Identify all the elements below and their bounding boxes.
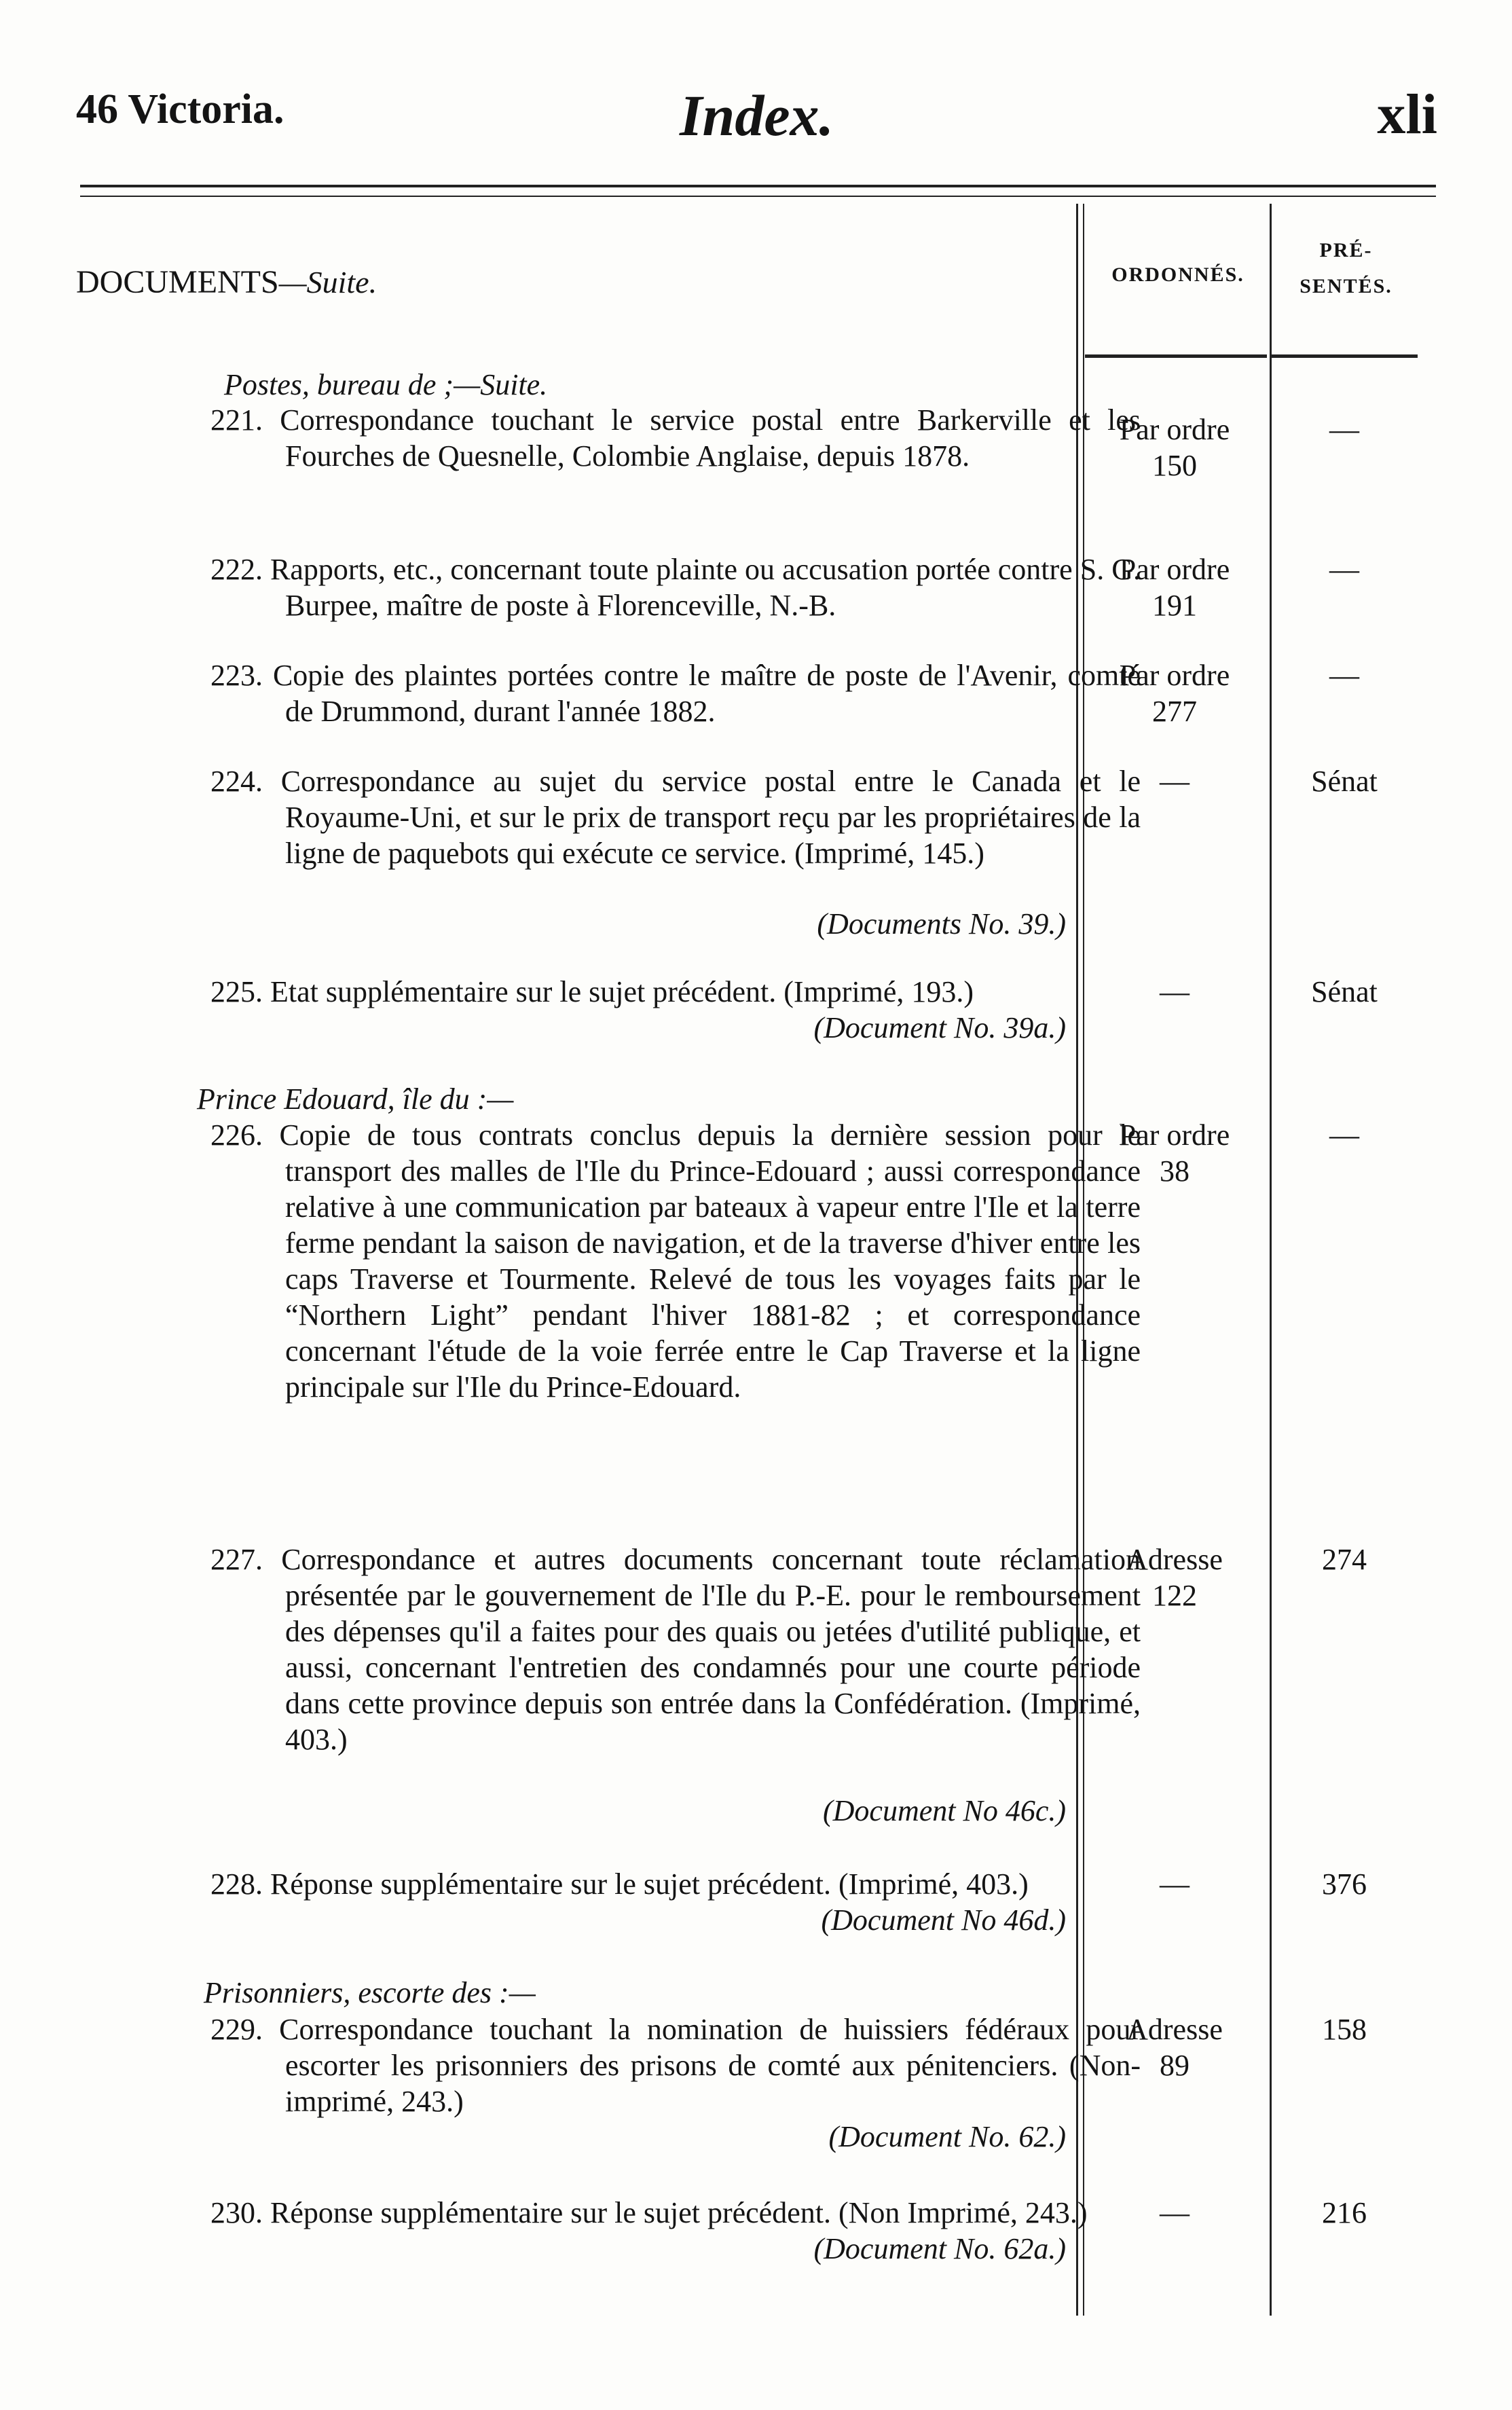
entry-227-ordonnes [1083, 1541, 1266, 1613]
column-header-presentes-line2: SENTÉS. [1299, 275, 1393, 297]
ordonnes-label: Par ordre [1119, 553, 1230, 586]
column-header-ordonnes: ORDONNÉS. [1111, 263, 1244, 286]
entry-230: 230. Réponse supplémentaire sur le sujet précédent. (Non Imprimé, 243.) [210, 2196, 1088, 2229]
entry-227-presentes: 274 [1322, 1543, 1367, 1576]
entry-223-ordonnes [1083, 657, 1266, 729]
entry-224-ordonnes: — [1160, 765, 1190, 798]
entry-229-ordonnes [1083, 2011, 1266, 2083]
section-title-suffix: —Suite. [278, 265, 377, 299]
column-divider-2 [1270, 204, 1272, 2316]
subhead-postes: Postes, bureau de ;—Suite. [224, 368, 548, 401]
column-header-rule-2 [1272, 354, 1418, 358]
entry-225-ref: (Document No. 39a.) [813, 1011, 1066, 1044]
ordonnes-number: 277 [1152, 695, 1197, 728]
entry-225-ordonnes: — [1160, 975, 1190, 1008]
entry-229-ref: (Document No. 62.) [828, 2120, 1066, 2153]
ordonnes-number: 122 [1152, 1579, 1197, 1612]
ordonnes-label: Par ordre [1119, 659, 1230, 692]
ordonnes-number: 38 [1160, 1154, 1190, 1188]
entry-221-ordonnes [1083, 412, 1266, 483]
page-number: xli [1377, 83, 1437, 146]
page-header [76, 81, 1437, 163]
entry-229: 229. Correspondance touchant la nomination de huissiers fédéraux pour escorter les prisonniers des prisons de comté aux pénitenciers. (Non-imprimé, 243.) [210, 2013, 1141, 2118]
ordonnes-label: Adresse [1126, 2013, 1223, 2046]
entry-223: 223. Copie des plaintes portées contre le maître de poste de l'Avenir, comté de Drummond, durant l'année 1882. [210, 659, 1141, 728]
entry-226: 226. Copie de tous contrats conclus depuis la dernière session pour le transport des malles de l'Ile du Prince-Edouard ; aussi correspondance relative à une communication par bateaux à vapeur entre l'Ile et la terre ferme pendant la saison de navigation, et de la traverse d'hiver entre les caps Traverse et Tourmente. Relevé de tous les voyages faits par le “Northern Light” pendant l'hiver 1881-82 ; et correspondance concernant l'étude de la voie ferrée entre le Cap Traverse et la ligne principale sur l'Ile du Prince-Edouard. [210, 1118, 1141, 1404]
entry-222-presentes: — [1329, 553, 1359, 586]
entry-222-ordonnes [1083, 551, 1266, 623]
entry-228-ref: (Document No 46d.) [821, 1903, 1066, 1937]
ordonnes-number: 89 [1160, 2049, 1190, 2082]
column-header-rule-1 [1085, 354, 1267, 358]
entry-229-presentes: 158 [1322, 2013, 1367, 2046]
entry-226-presentes: — [1329, 1118, 1359, 1152]
entry-224-ref: (Documents No. 39.) [817, 907, 1066, 941]
header-rule-thin [80, 196, 1436, 197]
running-head-left: 46 Victoria. [76, 86, 284, 132]
header-rule-thick [80, 185, 1436, 187]
entry-228: 228. Réponse supplémentaire sur le sujet précédent. (Imprimé, 403.) [210, 1867, 1029, 1901]
entry-228-presentes: 376 [1322, 1867, 1367, 1901]
entry-227-ref: (Document No 46c.) [822, 1794, 1066, 1827]
entry-223-presentes: — [1329, 659, 1359, 692]
entry-224: 224. Correspondance au sujet du service postal entre le Canada et le Royaume-Uni, et sur le prix de transport reçu par les propriétaires de la ligne de paquebots qui exécute ce service. (Imprimé, 145.) [210, 765, 1141, 870]
ordonnes-label: Par ordre [1119, 413, 1230, 446]
entry-230-presentes: 216 [1322, 2196, 1367, 2229]
running-head-title: Index. [680, 83, 834, 148]
section-title [76, 263, 377, 301]
entry-230-ordonnes: — [1160, 2196, 1190, 2229]
section-title-text: DOCUMENTS [76, 264, 279, 300]
ordonnes-number: 150 [1152, 449, 1197, 482]
subhead-prisonniers: Prisonniers, escorte des :— [204, 1976, 536, 2009]
subhead-prince-edouard: Prince Edouard, île du :— [197, 1082, 514, 1116]
entry-221-presentes: — [1329, 413, 1359, 446]
entry-228-ordonnes: — [1160, 1867, 1190, 1901]
ordonnes-label: Par ordre [1119, 1118, 1230, 1152]
entry-222: 222. Rapports, etc., concernant toute plainte ou accusation portée contre S. G. Burpee, maître de poste à Florenceville, N.-B. [210, 553, 1141, 622]
entry-224-presentes: Sénat [1311, 765, 1378, 798]
entry-230-ref: (Document No. 62a.) [813, 2232, 1066, 2265]
column-header-presentes-line1: PRÉ- [1319, 239, 1373, 261]
entry-226-ordonnes [1083, 1117, 1266, 1189]
ordonnes-number: 191 [1152, 589, 1197, 622]
entry-227: 227. Correspondance et autres documents concernant toute réclamation présentée par le gouvernement de l'Ile du P.-E. pour le remboursement des dépenses qu'il a faites pour des quais ou jetées d'utilité publique, et aussi, concernant l'entretien des condamnés pour une courte période dans cette province depuis son entrée dans la Confédération. (Imprimé, 403.) [210, 1543, 1141, 1756]
entry-221: 221. Correspondance touchant le service postal entre Barkerville et les Fourches de Quesnelle, Colombie Anglaise, depuis 1878. [210, 403, 1141, 473]
entry-225-presentes: Sénat [1311, 975, 1378, 1008]
entry-225: 225. Etat supplémentaire sur le sujet précédent. (Imprimé, 193.) [210, 975, 974, 1008]
ordonnes-label: Adresse [1126, 1543, 1223, 1576]
